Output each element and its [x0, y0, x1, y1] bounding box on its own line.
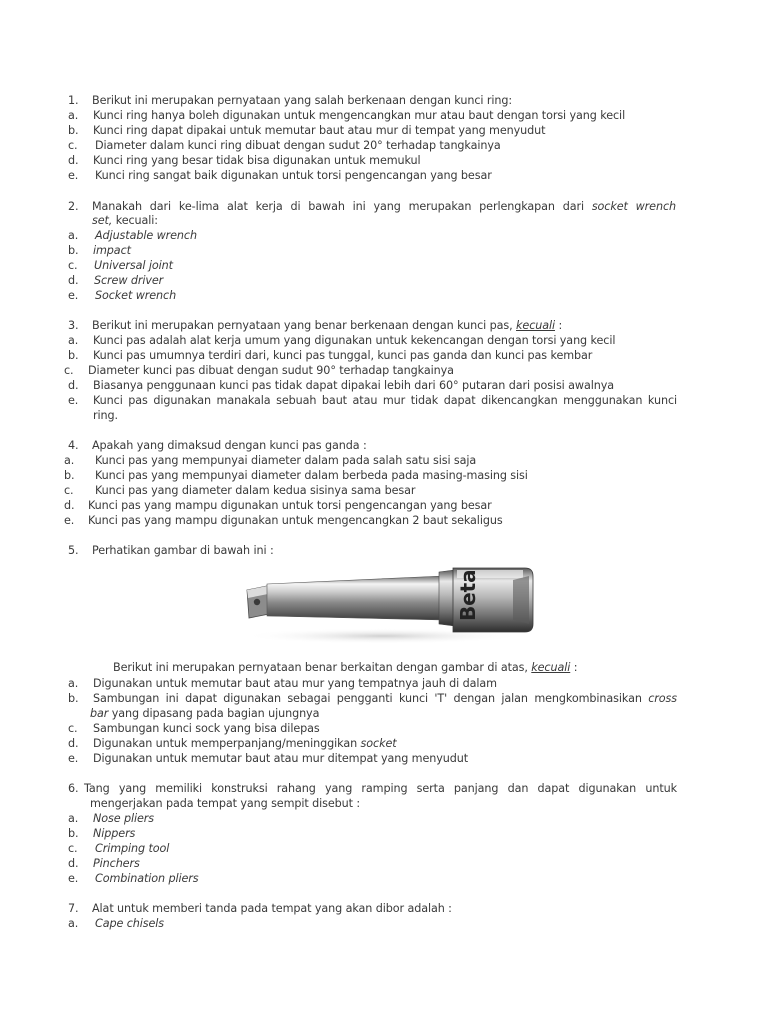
q1-option-c: Diameter dalam kunci ring dibuat dengan sudut 20° terhadap tangkainya: [95, 139, 501, 152]
q4-option-b: Kunci pas yang mempunyai diameter dalam berbeda pada masing-masing sisi: [95, 469, 528, 482]
q5-number: 5.: [68, 544, 79, 557]
q2-option-b: impact: [93, 244, 131, 257]
q2-option-d: Screw driver: [94, 274, 164, 287]
q2-option-a: Adjustable wrench: [95, 229, 197, 242]
q5-stem-end: :: [570, 661, 578, 674]
q3-option-d-letter: d.: [68, 379, 79, 392]
q4-option-a: Kunci pas yang mempunyai diameter dalam pada salah satu sisi saja: [95, 454, 477, 467]
q6-option-e: Combination pliers: [95, 872, 199, 885]
q3-option-a: Kunci pas adalah alat kerja umum yang digunakan untuk kekencangan dengan torsi yang kecil: [93, 334, 616, 347]
q4-option-c: Kunci pas yang diameter dalam kedua sisinya sama besar: [95, 484, 416, 497]
q4-option-c-letter: c.: [64, 484, 74, 497]
q4-text: Apakah yang dimaksud dengan kunci pas ganda :: [92, 439, 367, 452]
q1-option-b: Kunci ring dapat dipakai untuk memutar baut atau mur di tempat yang menyudut: [93, 124, 546, 137]
q3-number: 3.: [68, 319, 79, 332]
q7-option-a: Cape chisels: [95, 917, 165, 930]
q5-option-b-line2-italic: bar: [90, 707, 109, 720]
q6-option-c: Crimping tool: [95, 842, 170, 855]
q4-option-d: Kunci pas yang mampu digunakan untuk torsi pengencangan yang besar: [88, 499, 492, 512]
q5-option-a: Digunakan untuk memutar baut atau mur yang tempatnya jauh di dalam: [93, 677, 497, 690]
q2-option-b-letter: b.: [68, 244, 79, 257]
q1-number: 1.: [68, 94, 79, 107]
q4-option-e: Kunci pas yang mampu digunakan untuk mengencangkan 2 baut sekaligus: [88, 514, 503, 527]
q5-option-b-line2-rest: yang dipasang pada bagian ujungnya: [108, 707, 320, 720]
q6-option-e-letter: e.: [68, 872, 79, 885]
q3-text: Berikut ini merupakan pernyataan yang benar berkenaan dengan kunci pas,: [92, 319, 517, 332]
q3-text-end: :: [555, 319, 563, 332]
q7-text: Alat untuk memberi tanda pada tempat yang akan dibor adalah :: [92, 902, 452, 915]
q3-option-b: Kunci pas umumnya terdiri dari, kunci pas tunggal, kunci pas ganda dan kunci pas kembar: [93, 349, 593, 362]
q1-option-e: Kunci ring sangat baik digunakan untuk torsi pengencangan yang besar: [95, 169, 492, 182]
q3-option-c-letter: c.: [64, 364, 74, 377]
q2-text-line2-italic: set,: [92, 214, 113, 227]
q4-option-d-letter: d.: [64, 499, 75, 512]
q6-text-line2: mengerjakan pada tempat yang sempit disebut :: [90, 797, 361, 810]
q6-option-b: Nippers: [93, 827, 136, 840]
q2-option-c: Universal joint: [94, 259, 173, 272]
q2-text-line2-rest: kecuali:: [112, 214, 158, 227]
q3-option-e-line2: ring.: [93, 409, 118, 422]
q5-option-b-line1: [93, 691, 677, 706]
socket-extension-bar-image: [243, 566, 535, 646]
q5-option-a-letter: a.: [68, 677, 79, 690]
q1-option-a: Kunci ring hanya boleh digunakan untuk mengencangkan mur atau baut dengan torsi yang kecil: [93, 109, 626, 122]
q3-option-b-letter: b.: [68, 349, 79, 362]
q6-option-c-letter: c.: [68, 842, 78, 855]
q1-option-a-letter: a.: [68, 109, 79, 122]
q5-option-d-letter: d.: [68, 737, 79, 750]
q5-stem: Berikut ini merupakan pernyataan benar berkaitan dengan gambar di atas,: [113, 661, 532, 674]
q5-option-b-italic: cross: [648, 692, 677, 705]
q2-option-a-letter: a.: [68, 229, 79, 242]
q6-option-a-letter: a.: [68, 812, 79, 825]
q1-option-d: Kunci ring yang besar tidak bisa digunakan untuk memukul: [93, 154, 421, 167]
q4-number: 4.: [68, 439, 79, 452]
q3-kecuali: kecuali: [516, 319, 556, 332]
q1-text: Berikut ini merupakan pernyataan yang salah berkenaan dengan kunci ring:: [92, 94, 512, 107]
q5-kecuali: kecuali: [531, 661, 571, 674]
q2-option-e-letter: e.: [68, 289, 79, 302]
q5-option-d: Digunakan untuk memperpanjang/meninggikan: [93, 737, 361, 750]
q1-option-b-letter: b.: [68, 124, 79, 137]
q4-option-e-letter: e.: [64, 514, 75, 527]
q5-option-b-letter: b.: [68, 692, 79, 705]
q2-text-line2: [92, 213, 158, 228]
q6-option-a: Nose pliers: [93, 812, 155, 825]
q3-option-e-letter: e.: [68, 394, 79, 407]
q2-number: 2.: [68, 200, 79, 213]
q5-option-e-letter: e.: [68, 752, 79, 765]
q3-option-c: Diameter kunci pas dibuat dengan sudut 90° terhadap tangkainya: [88, 364, 454, 377]
q6-number: 6.: [68, 782, 79, 795]
q2-text-line1: [92, 199, 676, 214]
q7-number: 7.: [68, 902, 79, 915]
q6-text-line1: Tang yang memiliki konstruksi rahang yang ramping serta panjang dan dapat digunakan untuk: [84, 782, 677, 795]
q5-option-c: Sambungan kunci sock yang bisa dilepas: [93, 722, 320, 735]
q5-option-c-letter: c.: [68, 722, 78, 735]
q1-option-d-letter: d.: [68, 154, 79, 167]
q6-option-d-letter: d.: [68, 857, 79, 870]
q3-option-e-line1: Kunci pas digunakan manakala sebuah baut atau mur tidak dapat dikencangkan menggunakan kunci: [93, 394, 677, 407]
q2-option-d-letter: d.: [68, 274, 79, 287]
q4-option-b-letter: b.: [64, 469, 75, 482]
beta-brand-text: Beta: [456, 569, 480, 621]
q5-option-d-italic: socket: [360, 737, 397, 750]
q5-text: Perhatikan gambar di bawah ini :: [92, 544, 274, 557]
q5-option-b-main: Sambungan ini dapat digunakan sebagai pengganti kunci 'T' dengan jalan mengkombinasikan: [93, 692, 642, 705]
q3-option-d: Biasanya penggunaan kunci pas tidak dapat dipakai lebih dari 60° putaran dari posisi awalnya: [93, 379, 614, 392]
q7-option-a-letter: a.: [68, 917, 79, 930]
q5-option-d-line: [93, 736, 397, 751]
q5-option-e: Digunakan untuk memutar baut atau mur ditempat yang menyudut: [93, 752, 469, 765]
q3-text-line: [92, 318, 562, 333]
q2-option-e: Socket wrench: [95, 289, 177, 302]
q5-option-b-line2: [90, 706, 319, 721]
q1-option-e-letter: e.: [68, 169, 79, 182]
q2-text-main: Manakah dari ke-lima alat kerja di bawah ini yang merupakan perlengkapan dari: [92, 200, 584, 213]
q6-option-d: Pinchers: [93, 857, 140, 870]
q3-option-a-letter: a.: [68, 334, 79, 347]
q4-option-a-letter: a.: [64, 454, 75, 467]
q2-text-italic: socket wrench: [591, 200, 676, 213]
q1-option-c-letter: c.: [68, 139, 78, 152]
q5-stem-line: [113, 660, 577, 675]
q6-option-b-letter: b.: [68, 827, 79, 840]
q2-option-c-letter: c.: [68, 259, 78, 272]
